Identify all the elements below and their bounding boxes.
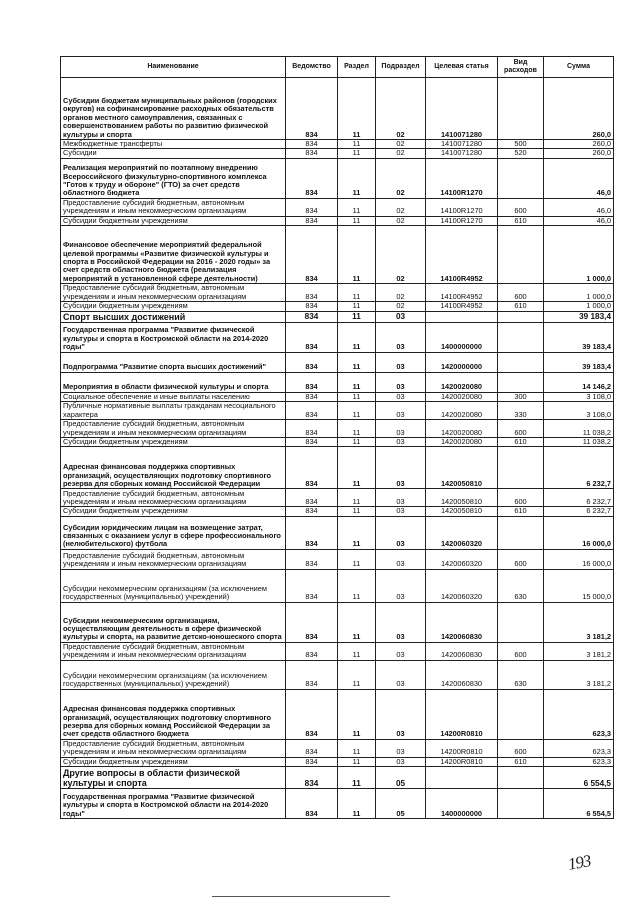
table-row	[61, 789, 614, 819]
row-vid: 500	[498, 140, 544, 149]
row-statya: 1420020080	[426, 392, 498, 401]
budget-table-page	[60, 56, 613, 819]
header-vid: Вид расходов	[498, 57, 544, 78]
row-statya: 14200R0810	[426, 689, 498, 739]
row-podrazdel: 02	[376, 158, 426, 198]
row-razdel: 11	[338, 489, 376, 507]
table-row	[61, 516, 614, 549]
row-vid: 610	[498, 438, 544, 447]
row-vedomstvo: 834	[286, 689, 338, 739]
row-name: Субсидии бюджетам муниципальных районов (городских округов) на софинансирование расходных обязательств органов местного самоуправления, связанных с совершенствованием работы по развитию физической культуры и спорта	[61, 78, 286, 140]
row-name: Субсидии бюджетным учреждениям	[61, 438, 286, 447]
row-statya: 1420060830	[426, 602, 498, 642]
row-podrazdel: 02	[376, 216, 426, 225]
row-statya: 14200R0810	[426, 739, 498, 757]
row-statya: 1420060320	[426, 569, 498, 602]
row-razdel: 11	[338, 516, 376, 549]
row-razdel: 11	[338, 158, 376, 198]
row-vedomstvo: 834	[286, 757, 338, 766]
row-razdel: 11	[338, 549, 376, 569]
row-vedomstvo: 834	[286, 789, 338, 819]
table-row	[61, 447, 614, 489]
row-vedomstvo: 834	[286, 140, 338, 149]
row-summa: 11 038,2	[544, 420, 614, 438]
row-name: Субсидии бюджетным учреждениям	[61, 216, 286, 225]
row-vedomstvo: 834	[286, 402, 338, 420]
row-razdel: 11	[338, 602, 376, 642]
row-vedomstvo: 834	[286, 489, 338, 507]
row-razdel: 11	[338, 149, 376, 158]
row-vid: 300	[498, 392, 544, 401]
row-vid: 600	[498, 642, 544, 660]
row-razdel: 11	[338, 420, 376, 438]
row-name: Субсидии некоммерческим организациям (за исключением государственных (муниципальных) учреждений)	[61, 569, 286, 602]
row-podrazdel: 03	[376, 311, 426, 322]
row-name: Финансовое обеспечение мероприятий федеральной целевой программы «Развитие физической культуры и спорта в Российской Федерации на 2016 - 2020 годы» за счет средств областного бюджета (реализация мероприятий в установленной сфере деятельности)	[61, 226, 286, 284]
row-name: Адресная финансовая поддержка спортивных организаций, осуществляющих подготовку спортивного резерва для сборных команд Российской Федерации	[61, 447, 286, 489]
budget-table	[60, 56, 614, 819]
row-name: Другие вопросы в области физической культуры и спорта	[61, 767, 286, 789]
row-summa: 16 000,0	[544, 516, 614, 549]
table-row	[61, 642, 614, 660]
row-summa: 260,0	[544, 140, 614, 149]
row-statya: 1400000000	[426, 322, 498, 352]
row-razdel: 11	[338, 352, 376, 372]
row-vedomstvo: 834	[286, 302, 338, 311]
table-body	[61, 78, 614, 819]
row-vedomstvo: 834	[286, 372, 338, 392]
row-razdel: 11	[338, 642, 376, 660]
row-razdel: 11	[338, 284, 376, 302]
row-statya: 1420000000	[426, 352, 498, 372]
row-statya: 14100R4952	[426, 284, 498, 302]
row-summa: 260,0	[544, 149, 614, 158]
row-summa: 3 108,0	[544, 402, 614, 420]
table-row	[61, 284, 614, 302]
row-summa: 6 554,5	[544, 767, 614, 789]
row-summa: 46,0	[544, 198, 614, 216]
table-row	[61, 739, 614, 757]
row-name: Субсидии некоммерческим организациям, осуществляющим деятельность в сфере физической культуры и спорта, на развитие детско-юношеского спорта	[61, 602, 286, 642]
table-row	[61, 158, 614, 198]
row-vid	[498, 767, 544, 789]
row-statya: 1420020080	[426, 420, 498, 438]
footer-divider	[212, 896, 390, 897]
row-statya: 14100R1270	[426, 158, 498, 198]
row-summa: 1 000,0	[544, 284, 614, 302]
row-podrazdel: 02	[376, 140, 426, 149]
row-statya: 1420020080	[426, 438, 498, 447]
table-row	[61, 549, 614, 569]
header-vedomstvo: Ведомство	[286, 57, 338, 78]
row-vid: 600	[498, 284, 544, 302]
row-razdel: 11	[338, 569, 376, 602]
row-vid	[498, 226, 544, 284]
row-podrazdel: 03	[376, 447, 426, 489]
row-vedomstvo: 834	[286, 322, 338, 352]
row-statya: 1420020080	[426, 372, 498, 392]
row-statya: 14100R4952	[426, 226, 498, 284]
row-razdel: 11	[338, 78, 376, 140]
row-vid: 600	[498, 489, 544, 507]
row-vedomstvo: 834	[286, 78, 338, 140]
header-statya: Целевая статья	[426, 57, 498, 78]
row-vid	[498, 447, 544, 489]
row-podrazdel: 03	[376, 757, 426, 766]
row-podrazdel: 03	[376, 516, 426, 549]
row-name: Предоставление субсидий бюджетным, автономным учреждениям и иным некоммерческим организациям	[61, 739, 286, 757]
table-row	[61, 757, 614, 766]
table-row	[61, 216, 614, 225]
row-statya: 14100R1270	[426, 198, 498, 216]
row-razdel: 11	[338, 302, 376, 311]
row-razdel: 11	[338, 392, 376, 401]
table-row	[61, 140, 614, 149]
row-podrazdel: 02	[376, 198, 426, 216]
row-name: Социальное обеспечение и иные выплаты населению	[61, 392, 286, 401]
row-vid: 610	[498, 302, 544, 311]
header-name: Наименование	[61, 57, 286, 78]
row-podrazdel: 03	[376, 372, 426, 392]
row-podrazdel: 03	[376, 352, 426, 372]
row-podrazdel: 02	[376, 149, 426, 158]
table-header-row	[61, 57, 614, 78]
row-summa: 6 232,7	[544, 447, 614, 489]
row-razdel: 11	[338, 438, 376, 447]
row-podrazdel: 03	[376, 549, 426, 569]
row-razdel: 11	[338, 322, 376, 352]
row-podrazdel: 03	[376, 392, 426, 401]
row-razdel: 11	[338, 311, 376, 322]
row-vid	[498, 311, 544, 322]
row-statya: 1410071280	[426, 78, 498, 140]
table-row	[61, 198, 614, 216]
row-summa: 3 108,0	[544, 392, 614, 401]
row-statya: 1410071280	[426, 149, 498, 158]
table-row	[61, 226, 614, 284]
row-statya: 1420060320	[426, 549, 498, 569]
row-vid: 520	[498, 149, 544, 158]
row-name: Адресная финансовая поддержка спортивных организаций, осуществляющих подготовку спортивного резерва для сборных команд Российской Федерации за счет средств областного бюджета	[61, 689, 286, 739]
table-row	[61, 78, 614, 140]
row-summa: 46,0	[544, 158, 614, 198]
row-vid: 600	[498, 420, 544, 438]
row-vid: 630	[498, 660, 544, 689]
row-vedomstvo: 834	[286, 516, 338, 549]
table-row	[61, 149, 614, 158]
row-statya: 1420050810	[426, 447, 498, 489]
table-row	[61, 420, 614, 438]
row-razdel: 11	[338, 767, 376, 789]
row-summa: 260,0	[544, 78, 614, 140]
row-podrazdel: 03	[376, 420, 426, 438]
row-razdel: 11	[338, 372, 376, 392]
row-vedomstvo: 834	[286, 352, 338, 372]
row-podrazdel: 03	[376, 602, 426, 642]
row-statya	[426, 767, 498, 789]
row-summa: 6 232,7	[544, 489, 614, 507]
row-podrazdel: 02	[376, 78, 426, 140]
table-row	[61, 602, 614, 642]
table-row	[61, 689, 614, 739]
table-row	[61, 392, 614, 401]
row-vedomstvo: 834	[286, 226, 338, 284]
row-podrazdel: 03	[376, 660, 426, 689]
row-podrazdel: 03	[376, 322, 426, 352]
row-vedomstvo: 834	[286, 549, 338, 569]
row-podrazdel: 03	[376, 739, 426, 757]
row-podrazdel: 03	[376, 642, 426, 660]
row-vedomstvo: 834	[286, 660, 338, 689]
row-vedomstvo: 834	[286, 767, 338, 789]
row-podrazdel: 05	[376, 789, 426, 819]
row-podrazdel: 03	[376, 402, 426, 420]
row-vid: 600	[498, 549, 544, 569]
row-vedomstvo: 834	[286, 569, 338, 602]
table-row	[61, 489, 614, 507]
row-statya: 1400000000	[426, 789, 498, 819]
row-vid	[498, 789, 544, 819]
row-name: Подпрограмма "Развитие спорта высших достижений"	[61, 352, 286, 372]
row-name: Государственная программа "Развитие физической культуры и спорта в Костромской области на 2014-2020 годы"	[61, 322, 286, 352]
row-name: Субсидии бюджетным учреждениям	[61, 507, 286, 516]
row-name: Реализация мероприятий по поэтапному внедрению Всероссийского физкультурно-спортивного комплекса "Готов к труду и обороне" (ГТО) за счет средств областного бюджета	[61, 158, 286, 198]
row-vid: 630	[498, 569, 544, 602]
row-vedomstvo: 834	[286, 198, 338, 216]
row-name: Предоставление субсидий бюджетным, автономным учреждениям и иным некоммерческим организациям	[61, 642, 286, 660]
row-razdel: 11	[338, 447, 376, 489]
row-vid: 610	[498, 757, 544, 766]
row-vid	[498, 372, 544, 392]
row-vedomstvo: 834	[286, 149, 338, 158]
row-summa: 39 183,4	[544, 322, 614, 352]
table-row	[61, 402, 614, 420]
row-name: Субсидии бюджетным учреждениям	[61, 302, 286, 311]
table-row	[61, 302, 614, 311]
row-razdel: 11	[338, 216, 376, 225]
row-statya	[426, 311, 498, 322]
row-vedomstvo: 834	[286, 158, 338, 198]
row-razdel: 11	[338, 789, 376, 819]
row-razdel: 11	[338, 757, 376, 766]
row-name: Предоставление субсидий бюджетным, автономным учреждениям и иным некоммерческим организациям	[61, 284, 286, 302]
row-vid	[498, 322, 544, 352]
row-summa: 11 038,2	[544, 438, 614, 447]
table-row	[61, 660, 614, 689]
row-vid: 610	[498, 216, 544, 225]
row-name: Межбюджетные трансферты	[61, 140, 286, 149]
row-statya: 1420020080	[426, 402, 498, 420]
row-vedomstvo: 834	[286, 447, 338, 489]
row-razdel: 11	[338, 660, 376, 689]
row-vid: 600	[498, 198, 544, 216]
row-summa: 3 181,2	[544, 642, 614, 660]
table-row	[61, 507, 614, 516]
row-podrazdel: 02	[376, 284, 426, 302]
row-vid	[498, 602, 544, 642]
row-name: Предоставление субсидий бюджетным, автономным учреждениям и иным некоммерческим организациям	[61, 198, 286, 216]
row-summa: 1 000,0	[544, 302, 614, 311]
row-razdel: 11	[338, 739, 376, 757]
row-vedomstvo: 834	[286, 507, 338, 516]
row-podrazdel: 03	[376, 689, 426, 739]
row-statya: 1420050810	[426, 489, 498, 507]
row-name: Субсидии некоммерческим организациям (за исключением государственных (муниципальных) учреждений)	[61, 660, 286, 689]
row-vedomstvo: 834	[286, 739, 338, 757]
header-razdel: Раздел	[338, 57, 376, 78]
row-razdel: 11	[338, 507, 376, 516]
table-row	[61, 322, 614, 352]
row-vedomstvo: 834	[286, 420, 338, 438]
row-name: Спорт высших достижений	[61, 311, 286, 322]
row-statya: 1420050810	[426, 507, 498, 516]
row-statya: 1420060320	[426, 516, 498, 549]
row-summa: 623,3	[544, 757, 614, 766]
row-summa: 6 232,7	[544, 507, 614, 516]
row-name: Субсидии бюджетным учреждениям	[61, 757, 286, 766]
row-summa: 39 183,4	[544, 352, 614, 372]
row-razdel: 11	[338, 689, 376, 739]
row-summa: 623,3	[544, 739, 614, 757]
row-summa: 3 181,2	[544, 602, 614, 642]
row-vedomstvo: 834	[286, 311, 338, 322]
header-podrazdel: Подраздел	[376, 57, 426, 78]
row-podrazdel: 03	[376, 438, 426, 447]
handwritten-page-number: 193	[566, 851, 592, 874]
row-summa: 39 183,4	[544, 311, 614, 322]
row-podrazdel: 03	[376, 489, 426, 507]
row-summa: 6 554,5	[544, 789, 614, 819]
row-statya: 14200R0810	[426, 757, 498, 766]
row-vid: 600	[498, 739, 544, 757]
row-name: Публичные нормативные выплаты гражданам несоциального характера	[61, 402, 286, 420]
row-vedomstvo: 834	[286, 438, 338, 447]
row-statya: 1420060830	[426, 642, 498, 660]
row-name: Государственная программа "Развитие физической культуры и спорта в Костромской области на 2014-2020 годы"	[61, 789, 286, 819]
row-vedomstvo: 834	[286, 284, 338, 302]
row-statya: 14100R1270	[426, 216, 498, 225]
row-vid	[498, 78, 544, 140]
table-row	[61, 569, 614, 602]
table-row	[61, 372, 614, 392]
row-summa: 16 000,0	[544, 549, 614, 569]
row-name: Предоставление субсидий бюджетным, автономным учреждениям и иным некоммерческим организациям	[61, 549, 286, 569]
row-vid	[498, 158, 544, 198]
table-row	[61, 438, 614, 447]
row-razdel: 11	[338, 226, 376, 284]
header-summa: Сумма	[544, 57, 614, 78]
row-vedomstvo: 834	[286, 602, 338, 642]
row-vid	[498, 352, 544, 372]
table-row	[61, 311, 614, 322]
row-name: Субсидии юридическим лицам на возмещение затрат, связанных с оказанием услуг в сфере профессионального (нелюбительского) футбола	[61, 516, 286, 549]
row-statya: 1410071280	[426, 140, 498, 149]
row-vid: 330	[498, 402, 544, 420]
row-summa: 15 000,0	[544, 569, 614, 602]
row-razdel: 11	[338, 402, 376, 420]
row-podrazdel: 02	[376, 226, 426, 284]
row-summa: 1 000,0	[544, 226, 614, 284]
row-name: Предоставление субсидий бюджетным, автономным учреждениям и иным некоммерческим организациям	[61, 420, 286, 438]
table-row	[61, 767, 614, 789]
row-vedomstvo: 834	[286, 216, 338, 225]
row-name: Мероприятия в области физической культуры и спорта	[61, 372, 286, 392]
row-vedomstvo: 834	[286, 392, 338, 401]
row-vid	[498, 516, 544, 549]
row-name: Субсидии	[61, 149, 286, 158]
row-razdel: 11	[338, 198, 376, 216]
row-statya: 14100R4952	[426, 302, 498, 311]
row-summa: 46,0	[544, 216, 614, 225]
row-podrazdel: 03	[376, 569, 426, 602]
row-statya: 1420060830	[426, 660, 498, 689]
row-vedomstvo: 834	[286, 642, 338, 660]
row-podrazdel: 05	[376, 767, 426, 789]
row-summa: 3 181,2	[544, 660, 614, 689]
row-name: Предоставление субсидий бюджетным, автономным учреждениям и иным некоммерческим организациям	[61, 489, 286, 507]
row-summa: 14 146,2	[544, 372, 614, 392]
row-razdel: 11	[338, 140, 376, 149]
row-podrazdel: 02	[376, 302, 426, 311]
row-podrazdel: 03	[376, 507, 426, 516]
row-summa: 623,3	[544, 689, 614, 739]
table-row	[61, 352, 614, 372]
row-vid: 610	[498, 507, 544, 516]
row-vid	[498, 689, 544, 739]
